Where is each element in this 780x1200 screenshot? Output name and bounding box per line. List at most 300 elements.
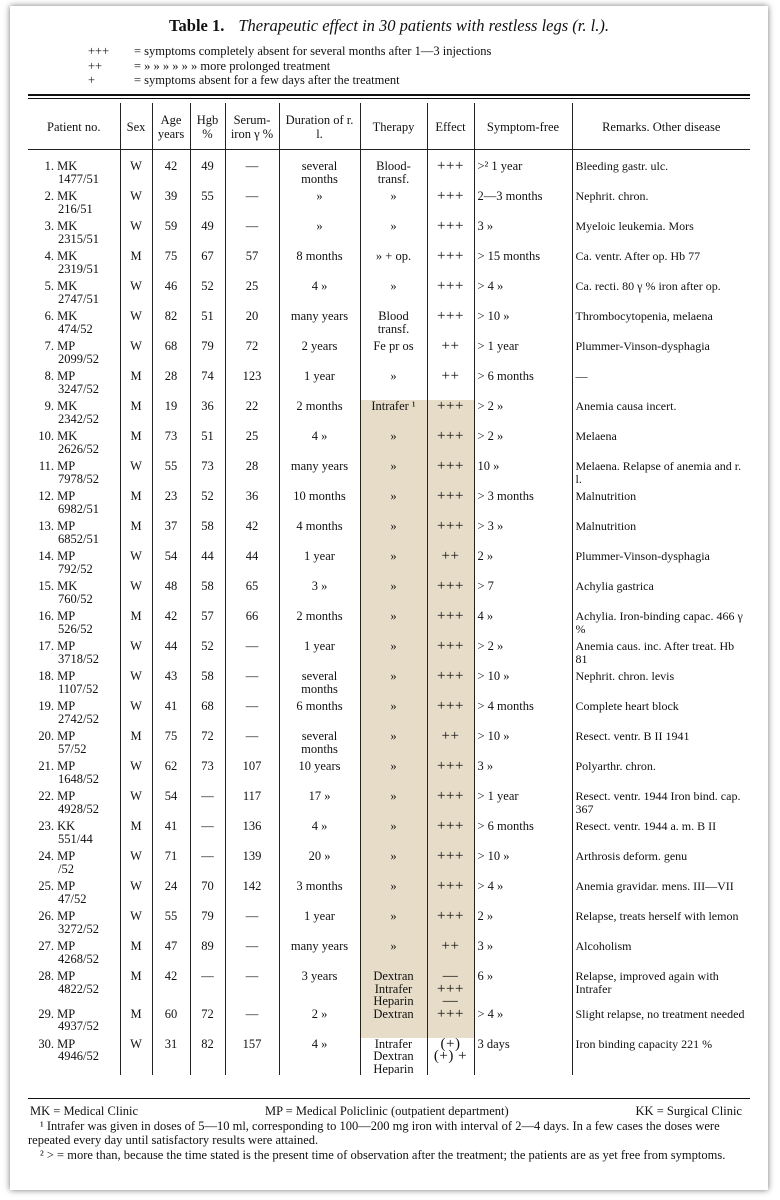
- dur-cell: 4 »: [279, 820, 360, 850]
- patient-register: 760/52: [58, 591, 93, 606]
- patient-number: 6.: [44, 310, 54, 323]
- patient-cell: [28, 190, 120, 220]
- table-row: [28, 580, 750, 610]
- iron-cell: —: [225, 640, 279, 670]
- table-row: [28, 460, 750, 490]
- col-header: Remarks. Other disease: [572, 103, 750, 150]
- patient-number: 13.: [38, 520, 54, 533]
- hgb-cell: 58: [190, 580, 225, 610]
- patient-cell: [28, 250, 120, 280]
- patient-number: 22.: [38, 790, 54, 803]
- patient-cell: [28, 940, 120, 970]
- table-row: [28, 700, 750, 730]
- rem-cell: Resect. ventr. B II 1941: [572, 730, 750, 760]
- sex-cell: M: [120, 610, 152, 640]
- hgb-cell: 70: [190, 880, 225, 910]
- rem-cell: Complete heart block: [572, 700, 750, 730]
- ther-cell: Dextran Intrafer Heparin: [360, 970, 427, 1008]
- ther-cell: Intrafer Dextran Heparin: [360, 1038, 427, 1076]
- eff-cell: +++: [427, 190, 474, 220]
- hgb-cell: 57: [190, 610, 225, 640]
- patient-register: 6982/51: [58, 501, 99, 516]
- patient-cell: [28, 550, 120, 580]
- table-row: [28, 250, 750, 280]
- iron-cell: 72: [225, 340, 279, 370]
- sex-cell: W: [120, 220, 152, 250]
- sex-cell: M: [120, 400, 152, 430]
- sf-cell: 6 »: [474, 970, 572, 1008]
- ther-cell: »: [360, 220, 427, 250]
- iron-cell: 25: [225, 430, 279, 460]
- eff-cell: +++: [427, 610, 474, 640]
- ther-cell: »: [360, 460, 427, 490]
- iron-cell: 25: [225, 280, 279, 310]
- iron-cell: 44: [225, 550, 279, 580]
- dur-cell: 6 months: [279, 700, 360, 730]
- table-row: [28, 640, 750, 670]
- age-cell: 60: [152, 1008, 190, 1038]
- patient-register: 4268/52: [58, 951, 99, 966]
- rem-cell: —: [572, 370, 750, 400]
- age-cell: 62: [152, 760, 190, 790]
- footnotes: [28, 1104, 750, 1162]
- patient-cell: [28, 910, 120, 940]
- table-top-rule: [28, 94, 750, 96]
- rem-cell: Alcoholism: [572, 940, 750, 970]
- sex-cell: M: [120, 520, 152, 550]
- age-cell: 54: [152, 550, 190, 580]
- iron-cell: 107: [225, 760, 279, 790]
- hgb-cell: 58: [190, 670, 225, 700]
- col-header: Duration of r. l.: [279, 103, 360, 150]
- ther-cell: »: [360, 730, 427, 760]
- ther-cell: »: [360, 550, 427, 580]
- legend-row: [88, 59, 491, 74]
- rem-cell: Resect. ventr. 1944 Iron bind. cap. 367: [572, 790, 750, 820]
- patient-number: 24.: [38, 850, 54, 863]
- patient-number: 16.: [38, 610, 54, 623]
- age-cell: 41: [152, 700, 190, 730]
- hgb-cell: 79: [190, 340, 225, 370]
- ther-cell: »: [360, 580, 427, 610]
- eff-cell: +++: [427, 880, 474, 910]
- table-top-rule-thin: [28, 98, 750, 99]
- patient-cell: [28, 970, 120, 1008]
- sf-cell: > 4 »: [474, 280, 572, 310]
- sf-cell: 3 days: [474, 1038, 572, 1076]
- rem-cell: Ca. ventr. After op. Hb 77: [572, 250, 750, 280]
- age-cell: 48: [152, 580, 190, 610]
- hgb-cell: 73: [190, 760, 225, 790]
- patient-number: 21.: [38, 760, 54, 773]
- sf-cell: > 6 months: [474, 370, 572, 400]
- rem-cell: Nephrit. chron. levis: [572, 670, 750, 700]
- patient-cell: [28, 1038, 120, 1076]
- patient-register: 2099/52: [58, 351, 99, 366]
- patient-cell: [28, 850, 120, 880]
- page-sheet: [10, 6, 768, 1190]
- table-row: [28, 730, 750, 760]
- footnote-2: ² > = more than, because the time stated is the present time of observation after the treatment; the patients are as yet free from symptoms.: [40, 1147, 726, 1162]
- age-cell: 73: [152, 430, 190, 460]
- dur-cell: 2 months: [279, 400, 360, 430]
- patient-cell: [28, 460, 120, 490]
- dur-cell: 2 »: [279, 1008, 360, 1038]
- table-row: [28, 310, 750, 340]
- dur-cell: several months: [279, 150, 360, 191]
- iron-cell: —: [225, 970, 279, 1008]
- rem-cell: Plummer-Vinson-dysphagia: [572, 340, 750, 370]
- sf-cell: > 2 »: [474, 430, 572, 460]
- patient-clinic: MK: [57, 250, 78, 263]
- age-cell: 23: [152, 490, 190, 520]
- hgb-cell: 52: [190, 490, 225, 520]
- sex-cell: M: [120, 250, 152, 280]
- sex-cell: W: [120, 150, 152, 191]
- patient-number: 3.: [44, 220, 54, 233]
- legend-text: = » » » » » » more prolonged treatment: [134, 58, 331, 73]
- sex-cell: W: [120, 790, 152, 820]
- age-cell: 46: [152, 280, 190, 310]
- patient-register: /52: [58, 861, 74, 876]
- ther-cell: Dextran: [360, 1008, 427, 1038]
- patient-cell: [28, 790, 120, 820]
- col-header: Hgb %: [190, 103, 225, 150]
- hgb-cell: 55: [190, 190, 225, 220]
- patient-cell: [28, 1008, 120, 1038]
- eff-cell: +++: [427, 150, 474, 191]
- sf-cell: > 2 »: [474, 400, 572, 430]
- sf-cell: > 10 »: [474, 730, 572, 760]
- rem-cell: Myeloic leukemia. Mors: [572, 220, 750, 250]
- legend-symbol: +++: [88, 44, 110, 58]
- iron-cell: 142: [225, 880, 279, 910]
- ther-cell: »: [360, 850, 427, 880]
- rem-cell: Melaena: [572, 430, 750, 460]
- rem-cell: Thrombocytopenia, melaena: [572, 310, 750, 340]
- col-header: Sex: [120, 103, 152, 150]
- patient-clinic: MP: [57, 490, 76, 503]
- legend-text: = symptoms completely absent for several months after 1—3 injections: [134, 44, 492, 58]
- hgb-cell: 58: [190, 520, 225, 550]
- patient-cell: [28, 490, 120, 520]
- patient-register: 47/52: [58, 891, 87, 906]
- age-cell: 59: [152, 220, 190, 250]
- ther-cell: »: [360, 820, 427, 850]
- patient-number: 10.: [38, 430, 54, 443]
- eff-cell: +++: [427, 1008, 474, 1038]
- hgb-cell: —: [190, 850, 225, 880]
- table-row: [28, 1008, 750, 1038]
- patient-register: 2742/52: [58, 711, 99, 726]
- patient-cell: [28, 150, 120, 191]
- patient-cell: [28, 640, 120, 670]
- table-row: [28, 910, 750, 940]
- patient-clinic: MP: [57, 340, 76, 353]
- patient-clinic: MK: [57, 220, 78, 233]
- sf-cell: > 7: [474, 580, 572, 610]
- patient-clinic: MP: [57, 670, 76, 683]
- age-cell: 41: [152, 820, 190, 850]
- ther-cell: »: [360, 490, 427, 520]
- patient-number: 27.: [38, 940, 54, 953]
- ther-cell: »: [360, 670, 427, 700]
- age-cell: 54: [152, 790, 190, 820]
- iron-cell: 28: [225, 460, 279, 490]
- sex-cell: W: [120, 190, 152, 220]
- patient-register: 6852/51: [58, 531, 99, 546]
- dur-cell: 4 »: [279, 1038, 360, 1076]
- sex-cell: W: [120, 640, 152, 670]
- sex-cell: W: [120, 760, 152, 790]
- dur-cell: 20 »: [279, 850, 360, 880]
- patient-cell: [28, 730, 120, 760]
- sex-cell: W: [120, 340, 152, 370]
- sf-cell: 10 »: [474, 460, 572, 490]
- sex-cell: W: [120, 550, 152, 580]
- hgb-cell: 49: [190, 220, 225, 250]
- eff-cell: +++: [427, 850, 474, 880]
- iron-cell: —: [225, 700, 279, 730]
- ther-cell: »: [360, 880, 427, 910]
- patient-number: 19.: [38, 700, 54, 713]
- patient-clinic: MP: [57, 550, 76, 563]
- hgb-cell: 51: [190, 310, 225, 340]
- eff-cell: +++: [427, 430, 474, 460]
- patient-clinic: MP: [57, 910, 76, 923]
- age-cell: 42: [152, 610, 190, 640]
- rem-cell: Malnutrition: [572, 490, 750, 520]
- sf-cell: 3 »: [474, 940, 572, 970]
- hgb-cell: 51: [190, 430, 225, 460]
- sex-cell: M: [120, 970, 152, 1008]
- abbr-kk: KK = Surgical Clinic: [635, 1104, 742, 1118]
- hgb-cell: 68: [190, 700, 225, 730]
- ther-cell: » + op.: [360, 250, 427, 280]
- sex-cell: W: [120, 310, 152, 340]
- hgb-cell: 67: [190, 250, 225, 280]
- sf-cell: > 2 »: [474, 640, 572, 670]
- sf-cell: > 4 »: [474, 1008, 572, 1038]
- iron-cell: 123: [225, 370, 279, 400]
- table-row: [28, 490, 750, 520]
- sf-cell: 4 »: [474, 610, 572, 640]
- table-row: [28, 610, 750, 640]
- iron-cell: 157: [225, 1038, 279, 1076]
- table-row: [28, 400, 750, 430]
- table-title: [10, 16, 768, 36]
- patient-register: 2342/52: [58, 411, 99, 426]
- patient-clinic: MP: [57, 520, 76, 533]
- age-cell: 28: [152, 370, 190, 400]
- hgb-cell: 72: [190, 1008, 225, 1038]
- patient-clinic: MK: [57, 310, 78, 323]
- patient-cell: [28, 880, 120, 910]
- table-row: [28, 760, 750, 790]
- dur-cell: 3 years: [279, 970, 360, 1008]
- age-cell: 43: [152, 670, 190, 700]
- age-cell: 71: [152, 850, 190, 880]
- patient-register: 474/52: [58, 321, 93, 336]
- eff-cell: (+) (+) +: [427, 1038, 474, 1076]
- patient-clinic: MP: [57, 460, 76, 473]
- patient-number: 5.: [44, 280, 54, 293]
- ther-cell: »: [360, 790, 427, 820]
- ther-cell: Blood-transf.: [360, 150, 427, 191]
- patient-number: 29.: [38, 1007, 54, 1021]
- patient-clinic: MK: [57, 280, 78, 293]
- dur-cell: 2 years: [279, 340, 360, 370]
- table-row: [28, 820, 750, 850]
- patient-number: 15.: [38, 580, 54, 593]
- ther-cell: Blood transf.: [360, 310, 427, 340]
- patient-clinic: MK: [57, 580, 78, 593]
- table-row: [28, 150, 750, 191]
- patient-cell: [28, 220, 120, 250]
- patient-cell: [28, 340, 120, 370]
- rem-cell: Melaena. Relapse of anemia and r. l.: [572, 460, 750, 490]
- ther-cell: Intrafer ¹: [360, 400, 427, 430]
- eff-cell: +++: [427, 670, 474, 700]
- patient-clinic: MP: [57, 1037, 76, 1051]
- sex-cell: M: [120, 730, 152, 760]
- patient-cell: [28, 520, 120, 550]
- eff-cell: +++: [427, 790, 474, 820]
- dur-cell: 4 »: [279, 430, 360, 460]
- dur-cell: 8 months: [279, 250, 360, 280]
- sex-cell: W: [120, 280, 152, 310]
- hgb-cell: 82: [190, 1038, 225, 1076]
- patient-cell: [28, 610, 120, 640]
- sex-cell: M: [120, 490, 152, 520]
- age-cell: 75: [152, 730, 190, 760]
- abbreviation-line: [28, 1104, 750, 1119]
- sex-cell: W: [120, 880, 152, 910]
- table-row: [28, 550, 750, 580]
- col-header: Effect: [427, 103, 474, 150]
- rem-cell: Iron binding capacity 221 %: [572, 1038, 750, 1076]
- table-row: [28, 190, 750, 220]
- patient-clinic: MP: [57, 850, 76, 863]
- patient-clinic: MP: [57, 940, 76, 953]
- col-header: Symptom-free: [474, 103, 572, 150]
- patient-register: 3247/52: [58, 381, 99, 396]
- sf-cell: 2 »: [474, 910, 572, 940]
- sf-cell: > 4 months: [474, 700, 572, 730]
- age-cell: 55: [152, 460, 190, 490]
- patient-cell: [28, 760, 120, 790]
- rem-cell: Relapse, treats herself with lemon: [572, 910, 750, 940]
- rem-cell: Anemia caus. inc. After treat. Hb 81: [572, 640, 750, 670]
- legend-row: [88, 73, 491, 88]
- sex-cell: W: [120, 1038, 152, 1076]
- sf-cell: > 1 year: [474, 340, 572, 370]
- sf-cell: > 10 »: [474, 310, 572, 340]
- iron-cell: 136: [225, 820, 279, 850]
- iron-cell: 139: [225, 850, 279, 880]
- sf-cell: > 10 »: [474, 850, 572, 880]
- results-table: [28, 103, 750, 1075]
- sex-cell: W: [120, 580, 152, 610]
- iron-cell: 65: [225, 580, 279, 610]
- patient-register: 526/52: [58, 621, 93, 636]
- ther-cell: »: [360, 700, 427, 730]
- eff-cell: +++: [427, 310, 474, 340]
- table-row: [28, 970, 750, 1008]
- sex-cell: W: [120, 460, 152, 490]
- sf-cell: 2—3 months: [474, 190, 572, 220]
- hgb-cell: 52: [190, 640, 225, 670]
- patient-number: 8.: [44, 370, 54, 383]
- patient-clinic: MP: [57, 730, 76, 743]
- patient-number: 28.: [38, 970, 54, 983]
- patient-number: 30.: [38, 1037, 54, 1051]
- eff-cell: +++: [427, 820, 474, 850]
- patient-register: 2626/52: [58, 441, 99, 456]
- ther-cell: »: [360, 610, 427, 640]
- rem-cell: Anemia gravidar. mens. III—VII: [572, 880, 750, 910]
- sf-cell: 3 »: [474, 220, 572, 250]
- hgb-cell: —: [190, 790, 225, 820]
- eff-cell: +++: [427, 580, 474, 610]
- hgb-cell: 74: [190, 370, 225, 400]
- table-row: [28, 670, 750, 700]
- legend-row: [88, 44, 491, 59]
- iron-cell: 66: [225, 610, 279, 640]
- table-row: [28, 220, 750, 250]
- patient-number: 26.: [38, 910, 54, 923]
- col-header: Age years: [152, 103, 190, 150]
- eff-cell: ++: [427, 340, 474, 370]
- patient-number: 18.: [38, 670, 54, 683]
- dur-cell: 1 year: [279, 550, 360, 580]
- ther-cell: »: [360, 940, 427, 970]
- eff-cell: +++: [427, 400, 474, 430]
- iron-cell: 57: [225, 250, 279, 280]
- legend-symbol: +: [88, 73, 96, 87]
- table-row: [28, 340, 750, 370]
- patient-clinic: MP: [57, 790, 76, 803]
- patient-register: 1477/51: [58, 171, 99, 186]
- patient-number: 20.: [38, 730, 54, 743]
- table-header-row: [28, 103, 750, 150]
- patient-register: 216/51: [58, 201, 93, 216]
- col-header: Patient no.: [28, 103, 120, 150]
- iron-cell: —: [225, 910, 279, 940]
- age-cell: 19: [152, 400, 190, 430]
- patient-register: 2747/51: [58, 291, 99, 306]
- sex-cell: M: [120, 940, 152, 970]
- eff-cell: +++: [427, 640, 474, 670]
- rem-cell: Relapse, improved again with Intrafer: [572, 970, 750, 1008]
- hgb-cell: 73: [190, 460, 225, 490]
- patient-register: 57/52: [58, 741, 87, 756]
- eff-cell: +++: [427, 460, 474, 490]
- patient-number: 9.: [44, 400, 54, 413]
- hgb-cell: 79: [190, 910, 225, 940]
- dur-cell: 3 months: [279, 880, 360, 910]
- hgb-cell: 72: [190, 730, 225, 760]
- dur-cell: 10 months: [279, 490, 360, 520]
- sex-cell: M: [120, 1008, 152, 1038]
- patient-cell: [28, 280, 120, 310]
- patient-clinic: MP: [57, 700, 76, 713]
- age-cell: 75: [152, 250, 190, 280]
- hgb-cell: 52: [190, 280, 225, 310]
- patient-register: 2319/51: [58, 261, 99, 276]
- eff-cell: ++: [427, 370, 474, 400]
- patient-register: 4928/52: [58, 801, 99, 816]
